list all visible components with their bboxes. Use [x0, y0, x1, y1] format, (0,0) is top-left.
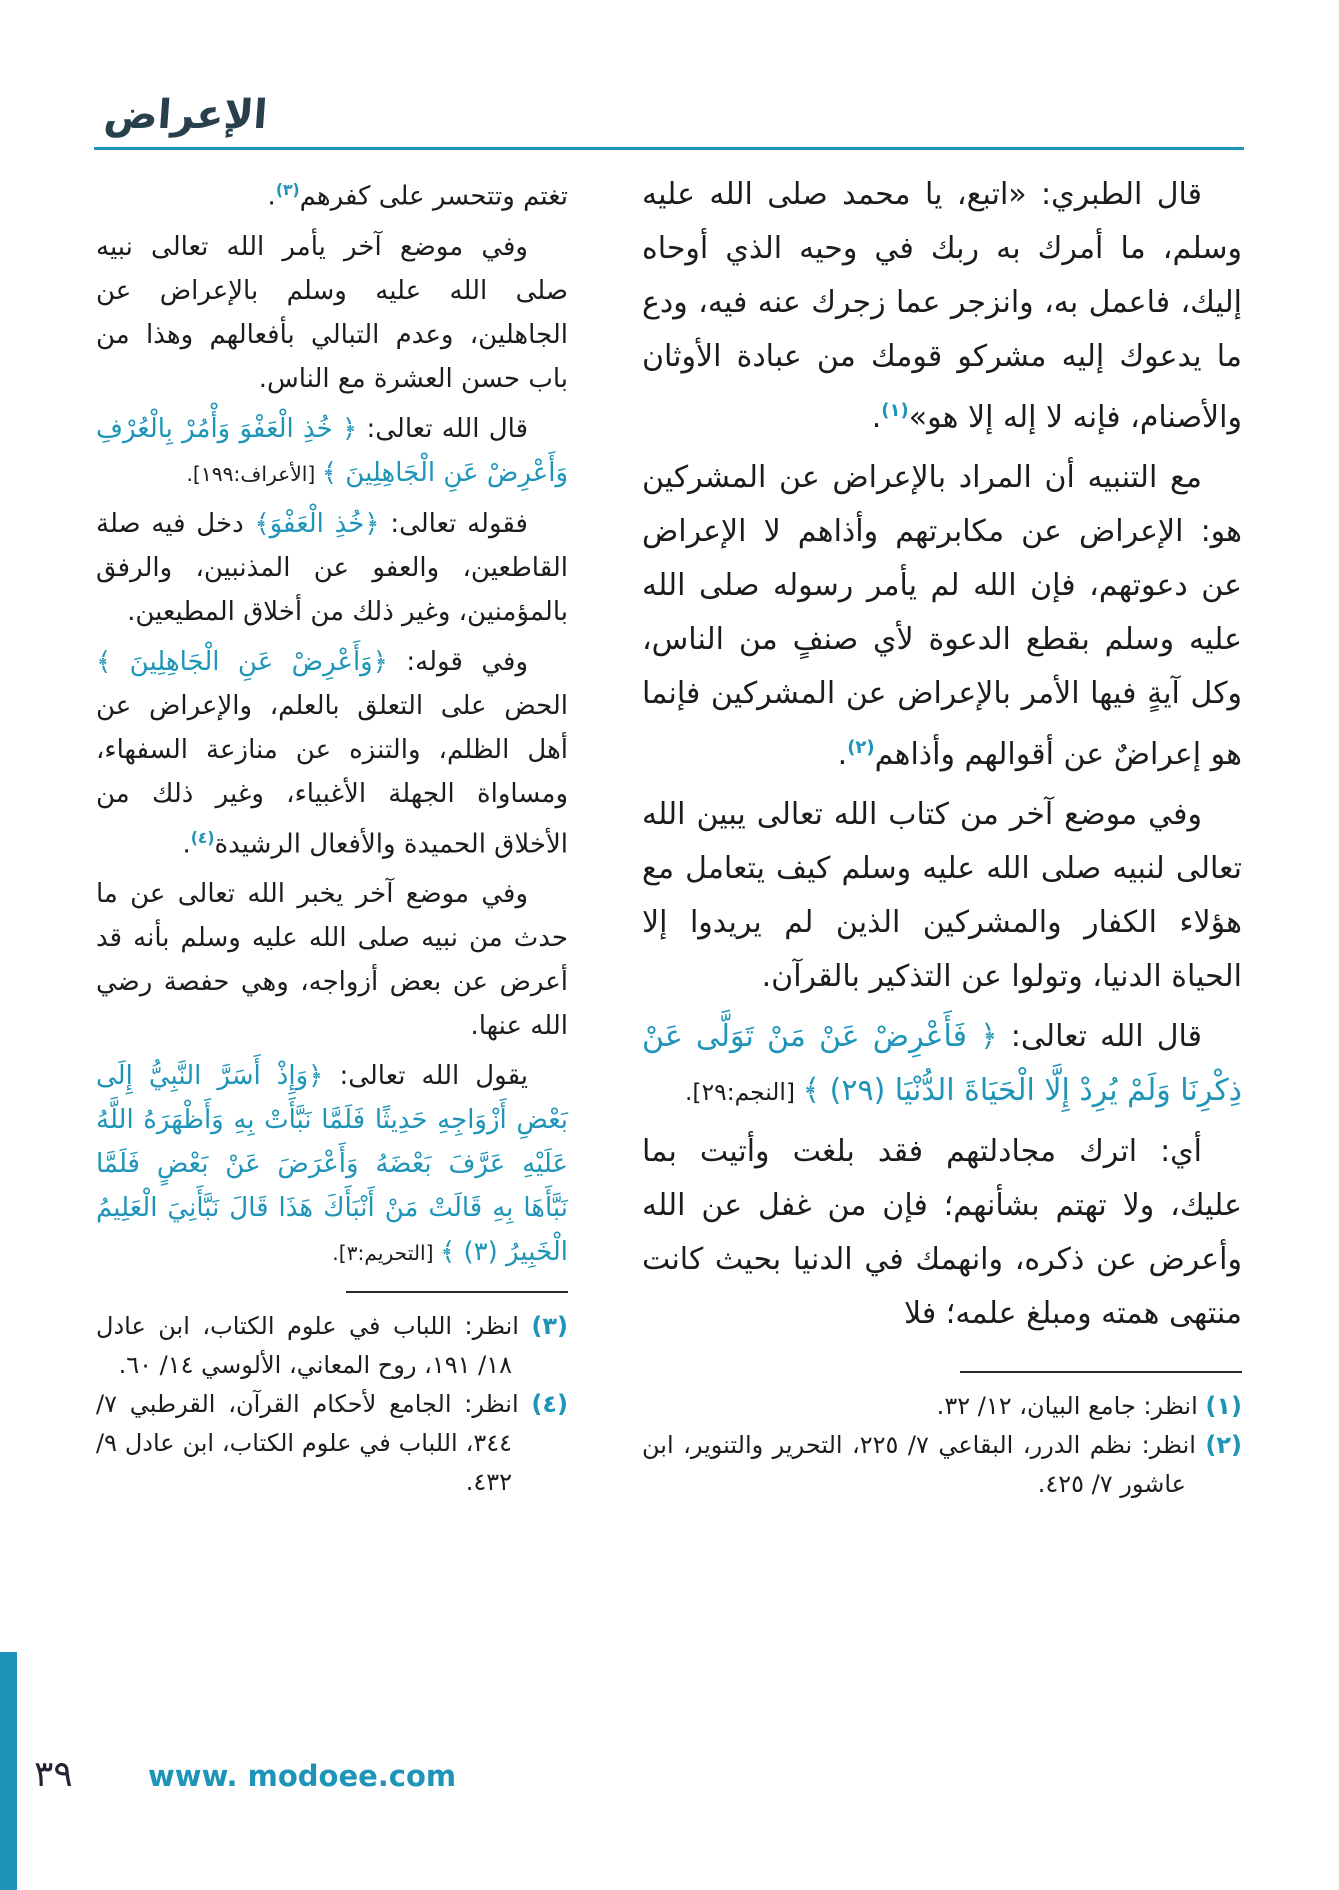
column-left	[96, 168, 568, 1502]
body-text: يقول الله تعالى:	[323, 1061, 528, 1092]
footnotes-left	[96, 1291, 568, 1502]
footnote-marker: (٣)	[275, 181, 300, 199]
paragraph	[96, 407, 568, 496]
footnote-text: انظر: الجامع لأحكام القرآن، القرطبي ٧/ ٣٤٤، اللباب في علوم الكتاب، ابن عادل ٩/ ٤٣٢.	[96, 1390, 532, 1497]
paragraph	[642, 788, 1242, 1004]
page-number: ٣٩	[34, 1754, 73, 1795]
verse-citation: [الأعراف:١٩٩].	[186, 461, 322, 486]
body-text: وفي قوله:	[387, 646, 529, 677]
footnote	[642, 1426, 1242, 1504]
footnote-text: انظر: اللباب في علوم الكتاب، ابن عادل ١٨/ ١٩١، روح المعاني، الألوسي ١٤/ ٦٠.	[96, 1312, 532, 1380]
paragraph	[96, 168, 568, 219]
paragraph	[96, 225, 568, 401]
footnote-number: (١)	[1205, 1392, 1242, 1420]
page-header	[94, 84, 1244, 150]
footnote	[96, 1385, 568, 1502]
body-text: قال الطبري: «اتبع، يا محمد صلى الله عليه وسلم، ما أمرك به ربك في وحيه الذي أوحاه إليك، فاعمل به، وانزجر عما زجرك عنه فيه، ودع ما يدعوك إليه مشركو قومك من عبادة الأوثان والأصنام، فإنه لا إله إلا هو»	[642, 177, 1242, 435]
footnote-separator	[346, 1291, 568, 1293]
body-text: تغتم وتتحسر على كفرهم	[299, 181, 568, 212]
body-text: دخل فيه صلة القاطعين، والعفو عن المذنبين، والرفق بالمؤمنين، وغير ذلك من أخلاق المطيعين.	[96, 508, 568, 627]
quran-verse: ﴿وَإِذْ أَسَرَّ النَّبِيُّ إِلَى بَعْضِ أَزْوَاجِهِ حَدِيثًا فَلَمَّا نَبَّأَتْ بِهِ وَأَظْهَرَهُ اللَّهُ عَلَيْهِ عَرَّفَ بَعْضَهُ وَأَعْرَضَ عَنْ بَعْضٍ فَلَمَّا نَبَّأَهَا بِهِ قَالَتْ مَنْ أَنْبَأَكَ هَذَا قَالَ نَبَّأَنِيَ الْعَلِيمُ الْخَبِيرُ (٣) ﴾	[96, 1061, 568, 1268]
body-paragraphs-left	[96, 168, 568, 1275]
quran-verse: ﴿خُذِ الْعَفْوَ﴾	[254, 508, 380, 539]
chapter-title: الإعراض	[102, 92, 269, 138]
paragraph	[642, 1125, 1242, 1341]
body-text: الحض على التعلق بالعلم، والإعراض عن أهل الظلم، والتنزه عن منازعة السفهاء، ومساواة الجهلة الأغبياء، وغير ذلك من الأخلاق الحميدة والأفعال الرشيدة	[96, 690, 568, 860]
footnote-number: (٤)	[531, 1390, 568, 1419]
quran-verse: ﴿ فَأَعْرِضْ عَنْ مَنْ تَوَلَّى عَنْ ذِكْرِنَا وَلَمْ يُرِدْ إِلَّا الْحَيَاةَ الدُّنْيَا (٢٩) ﴾	[642, 1019, 1242, 1108]
footnote-number: (٢)	[1205, 1431, 1243, 1459]
footnote-separator	[960, 1371, 1242, 1373]
footnote-marker: (٢)	[847, 737, 875, 758]
body-text: .	[837, 737, 848, 772]
paragraph	[96, 502, 568, 634]
verse-citation: [النجم:٢٩].	[685, 1078, 803, 1106]
quran-verse: ﴿وَأَعْرِضْ عَنِ الْجَاهِلِينَ ﴾	[96, 646, 388, 677]
paragraph	[642, 1010, 1242, 1119]
footnote-marker: (١)	[881, 400, 909, 421]
footnote-list-left	[96, 1307, 568, 1502]
footnote-number: (٣)	[531, 1312, 568, 1341]
body-text: وفي موضع آخر من كتاب الله تعالى يبين الله تعالى لنبيه صلى الله عليه وسلم كيف يتعامل مع هؤلاء الكفار والمشركين الذين لم يريدوا إلا الحياة الدنيا، وتولوا عن التذكير بالقرآن.	[642, 797, 1242, 994]
footnotes-right	[642, 1371, 1242, 1504]
paragraph	[96, 1054, 568, 1275]
body-text: فقوله تعالى:	[379, 508, 528, 539]
body-text: مع التنبيه أن المراد بالإعراض عن المشركين هو: الإعراض عن مكابرتهم وأذاهم لا الإعراض عن دعوتهم، فإن الله لم يأمر رسوله صلى الله عليه وسلم بقطع الدعوة لأي صنفٍ من الناس، وكل آيةٍ فيها الأمر بالإعراض عن المشركين فإنما هو إعراضٌ عن أقوالهم وأذاهم	[642, 460, 1242, 772]
body-text: .	[267, 181, 276, 212]
body-text: وفي موضع آخر يأمر الله تعالى نبيه صلى الله عليه وسلم بالإعراض عن الجاهلين، وعدم التبالي بأفعالهم وهذا من باب حسن العشرة مع الناس.	[96, 231, 568, 394]
body-text: .	[871, 400, 882, 435]
body-paragraphs-right	[642, 168, 1242, 1341]
body-text: قال الله تعالى:	[997, 1019, 1203, 1054]
footnote-text: انظر: نظم الدرر، البقاعي ٧/ ٢٢٥، التحرير والتنوير، ابن عاشور ٧/ ٤٢٥.	[642, 1431, 1206, 1498]
column-right	[642, 168, 1242, 1504]
body-text: أي: اترك مجادلتهم فقد بلغت وأتيت بما عليك، ولا تهتم بشأنهم؛ فإن من غفل عن الله وأعرض عن ذكره، وانهمك في الدنيا بحيث كانت منتهى همته ومبلغ علمه؛ فلا	[642, 1134, 1242, 1331]
quran-verse: ﴿ خُذِ الْعَفْوَ وَأْمُرْ بِالْعُرْفِ وَأَعْرِضْ عَنِ الْجَاهِلِينَ ﴾	[96, 413, 568, 488]
paragraph	[642, 168, 1242, 445]
page-content	[96, 168, 1242, 1504]
page-edge-bar	[0, 1652, 17, 1890]
footnote	[96, 1307, 568, 1385]
body-text: قال الله تعالى:	[357, 413, 528, 444]
paragraph	[96, 640, 568, 867]
footnote	[642, 1387, 1242, 1426]
footnote-text: انظر: جامع البيان، ١٢/ ٣٢.	[936, 1392, 1206, 1420]
paragraph	[96, 872, 568, 1048]
footnote-marker: (٤)	[190, 828, 215, 847]
paragraph	[642, 451, 1242, 782]
verse-citation: [التحريم:٣].	[332, 1241, 440, 1266]
body-text: .	[182, 829, 191, 860]
body-text: وفي موضع آخر يخبر الله تعالى عن ما حدث من نبيه صلى الله عليه وسلم بأنه قد أعرض عن بعض أزواجه، وهي حفصة رضي الله عنها.	[96, 879, 568, 1042]
website-url: www. modoee.com	[148, 1759, 457, 1793]
footnote-list-right	[642, 1387, 1242, 1504]
